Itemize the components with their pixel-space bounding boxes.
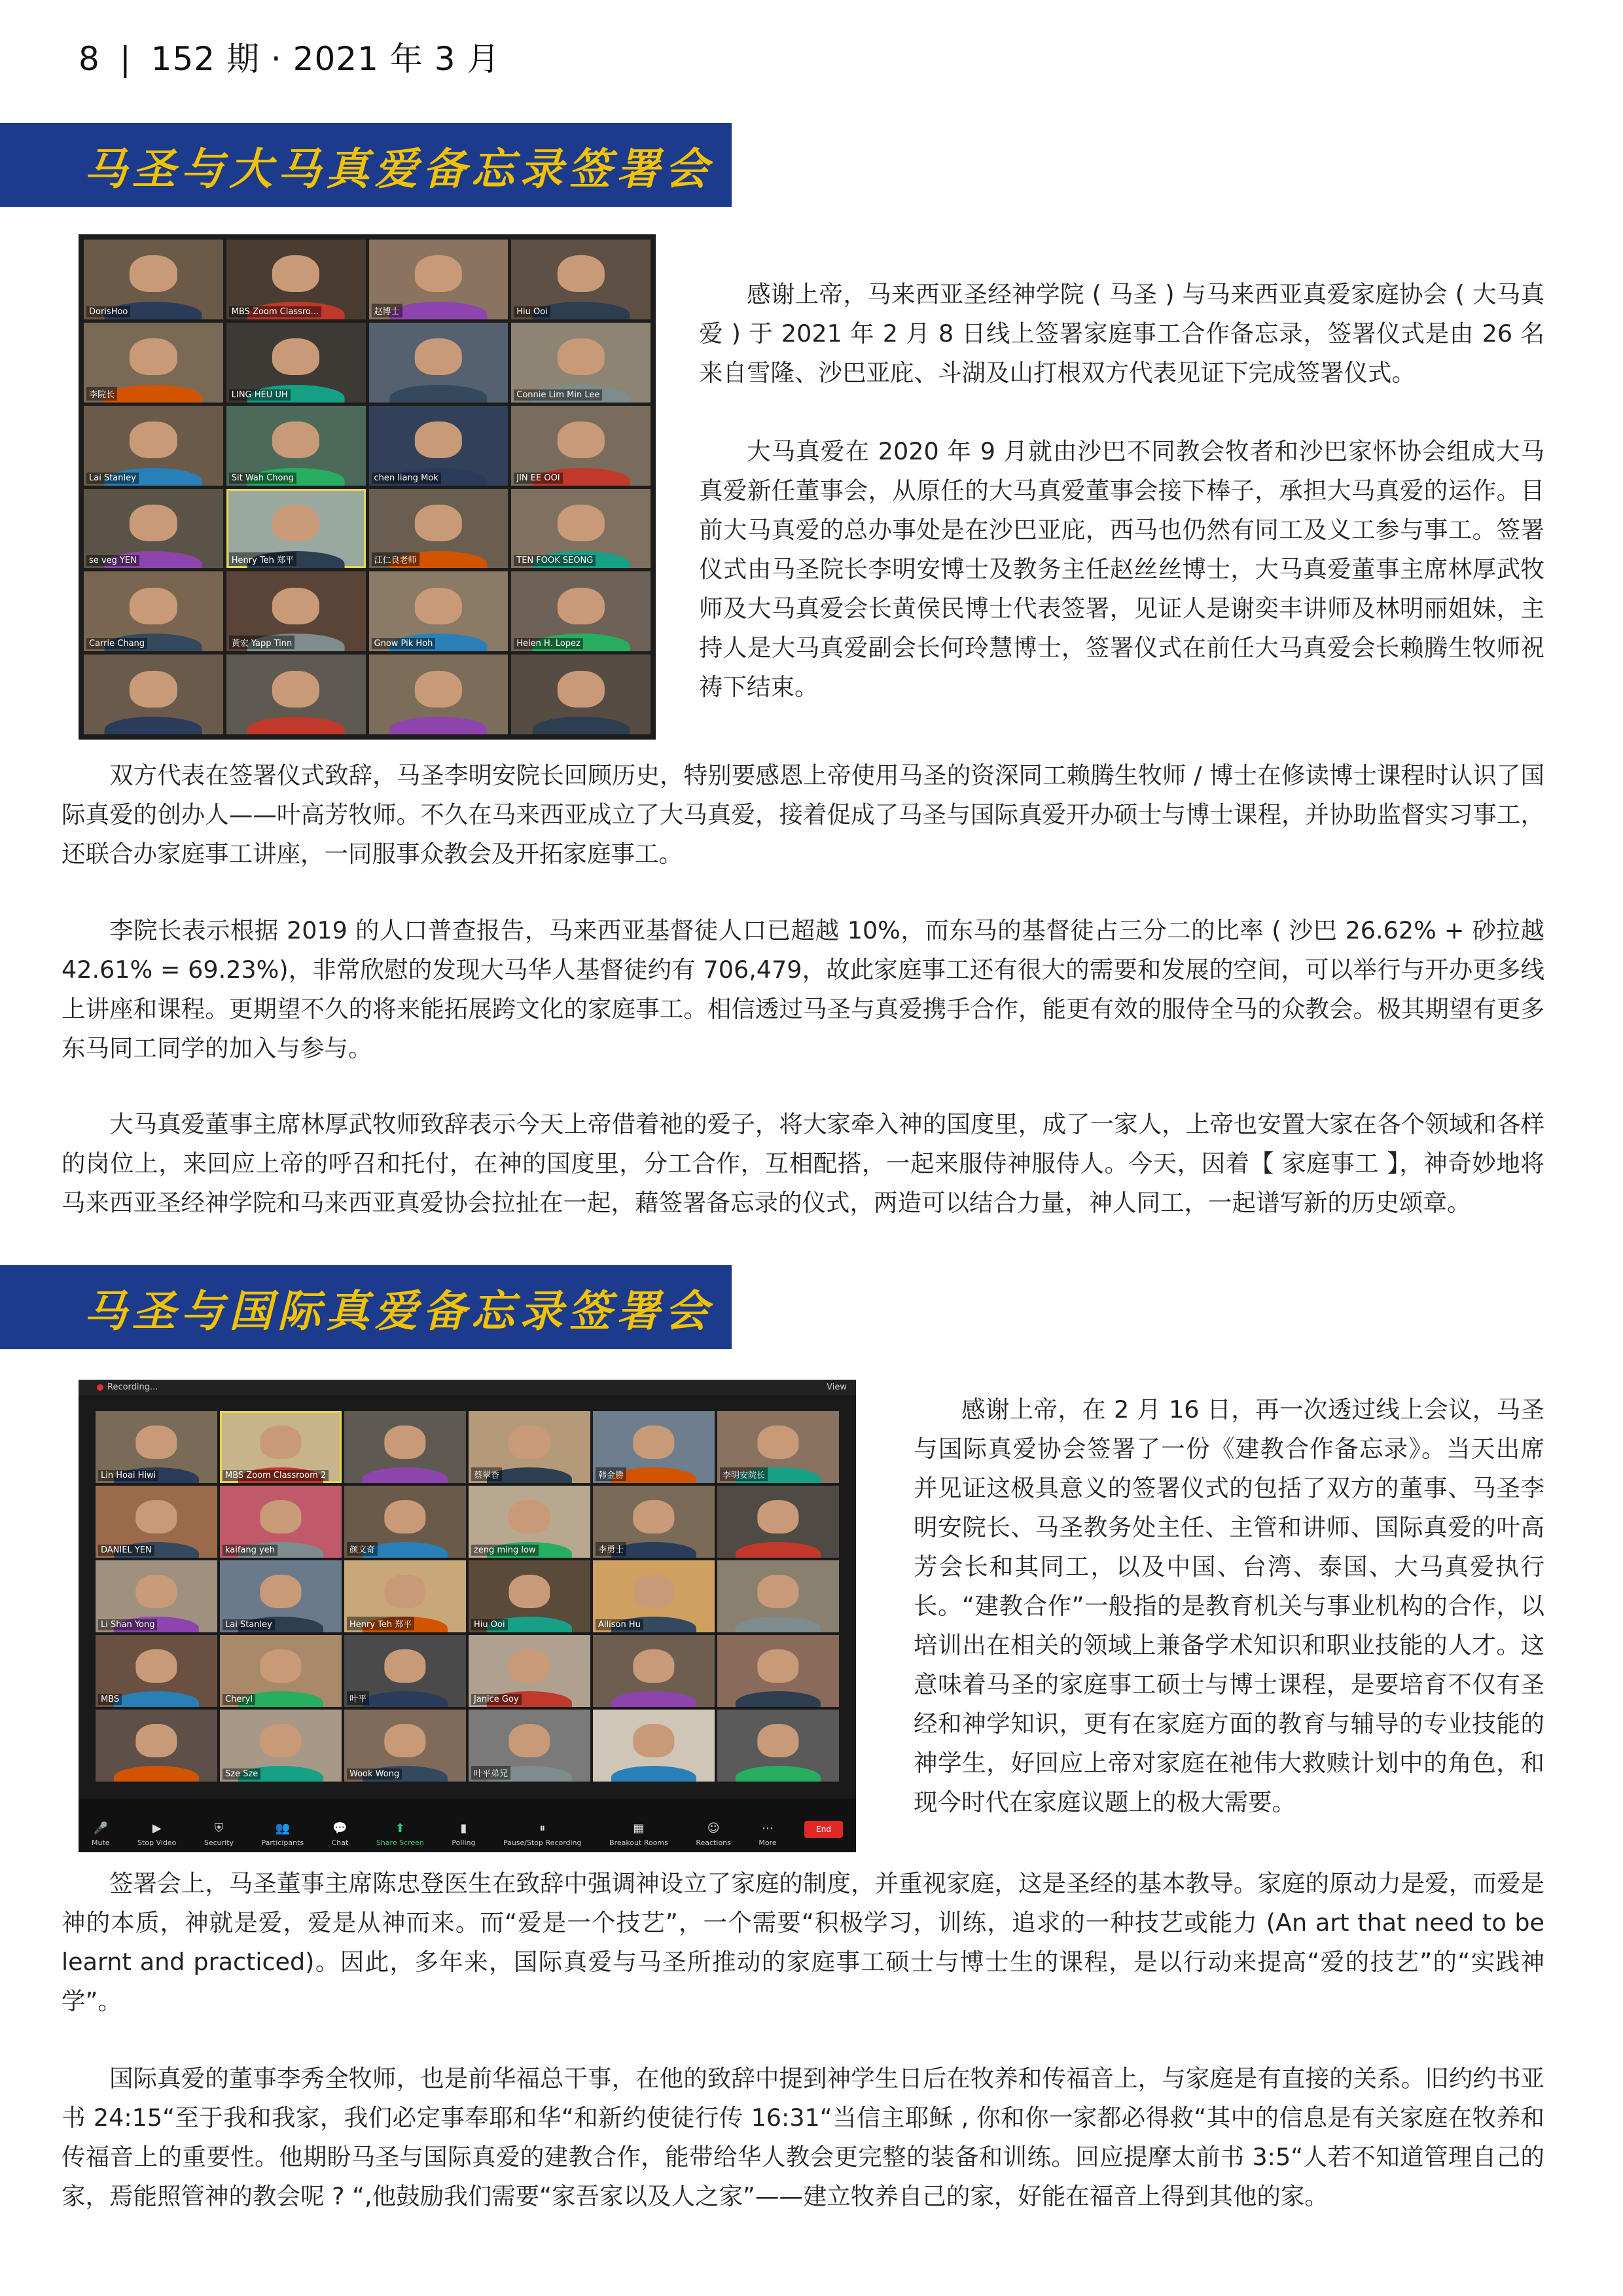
participant-face — [272, 505, 319, 541]
participant-tile[interactable] — [369, 406, 508, 486]
participant-tile[interactable] — [220, 1560, 342, 1632]
participant-face — [135, 1649, 177, 1683]
participant-face — [384, 1724, 425, 1757]
participant-name: JIN EE OOI — [514, 473, 562, 484]
page-header — [79, 33, 500, 85]
participant-tile[interactable] — [220, 1411, 342, 1483]
participant-face — [557, 255, 604, 292]
participant-face — [272, 422, 319, 458]
issue-info: 152 期 · 2021 年 3 月 — [151, 40, 501, 78]
participant-tile[interactable] — [469, 1411, 590, 1483]
s1-paragraph-3: 双方代表在签署仪式致辞，马圣李明安院长回顾历史，特别要感恩上帝使用马圣的资深同工赖腾生牧师 / 博士在修读博士课程时认识了国际真爱的创办人——叶高芳牧师。不久在马来西亚成立了大马真爱，接着促成了马圣与国际真爱开办硕士与博士课程，并协助监督实习事工，还联合办家庭事工讲座，一同服事众教会及开拓家庭事工。 — [62, 761, 1544, 868]
participant-tile[interactable] — [469, 1560, 590, 1632]
zoom-toolbar — [79, 1799, 856, 1852]
mute-button[interactable]: 🎤 Mute — [92, 1821, 110, 1847]
participant-tile[interactable] — [84, 323, 223, 403]
participant-name: Li Shan Yong — [98, 1619, 157, 1630]
participant-name: Helen H. Lopez — [514, 638, 583, 649]
video-camera-icon: ▶ — [152, 1821, 162, 1835]
participant-name: Connie Lim Min Lee — [514, 389, 602, 401]
participant-face — [384, 1575, 425, 1608]
reactions-button[interactable]: ☺ Reactions — [696, 1821, 731, 1847]
participant-tile[interactable] — [511, 655, 651, 734]
participant-tile[interactable] — [220, 1486, 342, 1558]
participant-face — [757, 1426, 798, 1459]
participant-tile[interactable] — [96, 1486, 217, 1558]
section1-banner — [0, 123, 732, 207]
participant-face — [130, 255, 177, 292]
participant-tile[interactable] — [84, 240, 223, 319]
record-dot-icon — [97, 1384, 103, 1391]
participant-name: Wook Wong — [347, 1768, 402, 1780]
participant-tile[interactable] — [226, 240, 366, 319]
pause-recording-button[interactable]: ⏸ Pause/Stop Recording — [503, 1821, 582, 1847]
participant-tile[interactable] — [593, 1486, 715, 1558]
participant-face — [633, 1724, 674, 1757]
participant-tile[interactable] — [84, 571, 223, 651]
section2-title: 马圣与国际真爱备忘录签署会 — [84, 1285, 713, 1336]
participant-body — [105, 717, 202, 734]
participant-tile[interactable] — [96, 1635, 217, 1707]
participant-face — [557, 338, 604, 375]
participant-name: Sit Wah Chong — [229, 473, 296, 484]
participant-name: MBS Zoom Classro... — [229, 306, 321, 317]
participant-tile[interactable] — [96, 1411, 217, 1483]
participant-face — [384, 1649, 425, 1683]
participant-tile[interactable] — [469, 1710, 590, 1782]
participant-name: 叶平 — [347, 1691, 369, 1705]
participant-tile[interactable] — [717, 1486, 839, 1558]
zoom-gallery — [96, 1411, 839, 1782]
participant-name: 李院长 — [86, 387, 117, 401]
participant-tile[interactable] — [226, 655, 366, 734]
participant-body — [736, 1766, 821, 1782]
participant-face — [415, 422, 462, 458]
participant-face — [508, 1500, 550, 1534]
participant-tile[interactable] — [593, 1635, 715, 1707]
participant-body — [363, 1467, 448, 1483]
participant-name: Lai Stanley — [86, 473, 139, 484]
participant-face — [508, 1724, 550, 1757]
s1-paragraph-2: 大马真爱在 2020 年 9 月就由沙巴不同教会牧者和沙巴家怀协会组成大马真爱新任董事会，从原任的大马真爱董事会接下棒子，承担大马真爱的运作。目前大马真爱的总办事处是在沙巴亚庇，西马也仍然有同工及义工参与事工。签署仪式由马圣院长李明安博士及教务主任赵丝丝博士，大马真爱董事主席林厚武牧师及大马真爱会长黄侯民博士代表签署，见证人是谢奕丰讲师及林明丽姐妹，主持人是大马真爱副会长何玲慧博士，签署仪式在前任大马真爱会长赖腾生牧师祝祷下结束。 — [699, 437, 1544, 701]
participant-name: 韩金勝 — [596, 1467, 626, 1481]
s2-paragraph-1: 感谢上帝，在 2 月 16 日，再一次透过线上会议，马圣与国际真爱协会签署了一份《建教合作备忘录》。当天出席并见证这极具意义的签署仪式的包括了双方的董事、马圣李明安院长、马圣教务处主任、主管和讲师、国际真爱的叶高芳会长和其同工，以及中国、台湾、泰国、大马真爱执行长。“建教合作”一般指的是教育机关与事业机构的合作，以培训出在相关的领域上兼备学术知识和职业技能的人才。这意味着马圣的家庭事工硕士与博士课程，是要培育不仅有圣经和神学知识，更有在家庭方面的教育与辅导的专业技能的神学生，好回应上帝对家庭在祂伟大救赎计划中的角色，和现今时代在家庭议题上的极大需要。 — [914, 1395, 1544, 1816]
participant-body — [736, 1617, 821, 1632]
participant-face — [508, 1649, 550, 1683]
chat-icon: 💬 — [332, 1821, 348, 1835]
participant-face — [557, 505, 604, 541]
participant-tile[interactable] — [369, 323, 508, 403]
participant-face — [260, 1500, 301, 1534]
participant-face — [260, 1724, 301, 1757]
more-button[interactable]: ⋯ More — [758, 1821, 777, 1847]
participant-tile[interactable] — [226, 323, 366, 403]
participant-face — [757, 1500, 798, 1534]
participant-face — [130, 505, 177, 541]
participant-tile[interactable] — [344, 1411, 466, 1483]
participant-name: Cheryl — [223, 1694, 255, 1705]
participant-tile[interactable] — [369, 240, 508, 319]
share-screen-button[interactable]: ⬆ Share Screen — [376, 1821, 424, 1847]
participant-tile[interactable] — [344, 1635, 466, 1707]
participant-tile[interactable] — [96, 1560, 217, 1632]
s1-paragraph-4: 李院长表示根据 2019 的人口普查报告，马来西亚基督徒人口已超越 10%，而东马的基督徒占三分二的比率 ( 沙巴 26.62% + 砂拉越 42.61% = 69.23%)，非常欣慰的发现大马华人基督徒约有 706,479，故此家庭事工还有很大的需要和发展的空间，可以举行与开办更多线上讲座和课程。更期望不久的将来能拓展跨文化的家庭事工。相信透过马圣与真爱携手合作，能更有效的服侍全马的众教会。极其期望有更多东马同工同学的加入与参与。 — [62, 916, 1544, 1062]
participant-name: MBS — [98, 1694, 122, 1705]
participant-tile[interactable] — [369, 489, 508, 569]
participant-tile[interactable] — [344, 1710, 466, 1782]
participant-tile[interactable] — [84, 406, 223, 486]
participant-body — [611, 1766, 696, 1782]
participant-name: TEN FOOK SEONG — [514, 555, 596, 566]
participant-name: Lai Stanley — [223, 1619, 275, 1630]
participant-name: kaifang yeh — [223, 1545, 277, 1556]
participant-name: LING HEU UH — [229, 389, 291, 401]
participant-tile[interactable] — [220, 1710, 342, 1782]
participant-name: DANIEL YEN — [98, 1545, 154, 1556]
participant-name: DorisHoo — [86, 306, 130, 317]
participant-face — [135, 1575, 177, 1608]
participant-face — [130, 588, 177, 624]
participant-face — [415, 505, 462, 541]
participant-name: MBS Zoom Classroom 2 — [223, 1470, 329, 1481]
participant-name: Hiu Ooi — [514, 306, 550, 317]
s2-paragraph-2: 签署会上，马圣董事主席陈忠登医生在致辞中强调神设立了家庭的制度，并重视家庭，这是圣经的基本教导。家庭的原动力是爱，而爱是神的本质，神就是爱，爱是从神而来。而“爱是一个技艺”，一个需要“积极学习，训练，追求的一种技艺或能力 (An art that need to be learnt and practiced)。因此，多年来，国际真爱与马圣所推动的家庭事工硕士与博士生的课程，是以行动来提高“爱的技艺”的“实践神学”。 — [62, 1869, 1544, 2015]
participant-tile[interactable] — [469, 1486, 590, 1558]
participant-face — [508, 1426, 550, 1459]
participant-name: Hiu Ooi — [471, 1619, 508, 1630]
polling-icon: ▮ — [460, 1821, 467, 1835]
more-icon: ⋯ — [762, 1821, 774, 1835]
participants-button[interactable]: 👥 Participants — [261, 1821, 304, 1847]
view-button[interactable]: View — [827, 1382, 847, 1392]
participant-face — [135, 1500, 177, 1534]
participant-name: Carrie Chang — [86, 638, 147, 649]
participant-face — [260, 1426, 301, 1459]
header-separator: | — [119, 40, 132, 78]
participant-face — [508, 1575, 550, 1608]
participant-face — [415, 338, 462, 375]
participant-body — [114, 1691, 199, 1707]
participant-name: Henry Teh 郑平 — [229, 552, 296, 566]
participants-icon: 👥 — [275, 1821, 291, 1835]
security-button[interactable]: ⛨ Security — [204, 1821, 234, 1847]
participant-face — [272, 338, 319, 375]
participant-tile[interactable] — [344, 1560, 466, 1632]
participant-name: Lin Hoai Hiwi — [98, 1470, 158, 1481]
participant-name: Janice Goy — [471, 1694, 522, 1705]
participant-face — [757, 1649, 798, 1683]
participant-body — [389, 385, 487, 403]
section2-banner — [0, 1265, 732, 1349]
participant-face — [130, 671, 177, 708]
participant-name: 赵博士 — [372, 304, 402, 317]
end-meeting-button[interactable]: End — [804, 1821, 843, 1838]
participant-face — [557, 671, 604, 708]
participant-face — [272, 588, 319, 624]
participant-tile[interactable] — [84, 489, 223, 569]
stop-video-button[interactable]: ▶ Stop Video — [137, 1821, 177, 1847]
chat-button[interactable]: 💬 Chat — [331, 1821, 349, 1847]
participant-name: Gnow Pik Hoh — [372, 638, 436, 649]
participant-tile[interactable] — [511, 489, 651, 569]
participant-tile[interactable] — [511, 406, 651, 486]
participant-tile[interactable] — [511, 323, 651, 403]
participant-body — [389, 717, 487, 734]
participant-tile[interactable] — [593, 1560, 715, 1632]
participant-face — [415, 671, 462, 708]
microphone-icon: 🎤 — [93, 1821, 108, 1835]
participant-tile[interactable] — [344, 1486, 466, 1558]
participant-body — [105, 385, 202, 403]
participant-body — [532, 717, 630, 734]
participant-face — [130, 422, 177, 458]
participant-tile[interactable] — [226, 406, 366, 486]
shield-icon: ⛨ — [214, 1821, 224, 1835]
participant-name: 颜文奇 — [347, 1542, 378, 1556]
participant-tile[interactable] — [717, 1411, 839, 1483]
participant-face — [633, 1649, 674, 1683]
participant-face — [557, 588, 604, 624]
participant-tile[interactable] — [593, 1411, 715, 1483]
participant-face — [633, 1500, 674, 1534]
participant-tile[interactable] — [593, 1710, 715, 1782]
participant-face — [415, 255, 462, 292]
participant-body — [611, 1691, 696, 1707]
recording-indicator[interactable]: Recording... — [97, 1382, 158, 1392]
share-screen-icon: ⬆ — [395, 1821, 405, 1835]
participant-name: Sze Sze — [223, 1768, 260, 1780]
participant-tile[interactable] — [226, 571, 366, 651]
participant-face — [384, 1500, 425, 1534]
participant-body — [363, 1691, 448, 1707]
section1-title: 马圣与大马真爱备忘录签署会 — [84, 143, 713, 194]
participant-body — [114, 1766, 199, 1782]
participant-tile[interactable] — [511, 571, 651, 651]
participant-name: se veg YEN — [86, 555, 139, 566]
participant-name: 李勇士 — [596, 1542, 626, 1556]
participant-tile[interactable] — [84, 655, 223, 734]
participant-face — [272, 671, 319, 708]
participant-tile[interactable] — [717, 1635, 839, 1707]
participant-body — [736, 1542, 821, 1558]
participant-body — [389, 302, 487, 319]
participant-face — [272, 255, 319, 292]
participant-tile[interactable] — [369, 655, 508, 734]
zoom-screenshot-1 — [79, 234, 656, 740]
participant-name: Allison Hu — [596, 1619, 643, 1630]
reactions-icon: ☺ — [707, 1821, 720, 1835]
zoom-screenshot-2 — [79, 1380, 856, 1852]
breakout-rooms-button[interactable]: ▦ Breakout Rooms — [609, 1821, 668, 1847]
pause-icon: ⏸ — [539, 1821, 546, 1835]
participant-name: 蔡翠香 — [471, 1467, 502, 1481]
participant-name: zeng ming low — [471, 1545, 539, 1556]
s1-paragraph-5: 大马真爱董事主席林厚武牧师致辞表示今天上帝借着祂的爱子，将大家牵入神的国度里，成了一家人，上帝也安置大家在各个领域和各样的岗位上，来回应上帝的呼召和托付，在神的国度里，分工合作，互相配搭，一起来服侍神服侍人。今天，因着【 家庭事工 】，神奇妙地将马来西亚圣经神学院和马来西亚真爱协会拉扯在一起，藉签署备忘录的仪式，两造可以结合力量，神人同工，一起谱写新的历史颂章。 — [62, 1110, 1544, 1217]
participant-body — [247, 717, 345, 734]
participant-face — [135, 1724, 177, 1757]
breakout-rooms-icon: ▦ — [633, 1821, 645, 1835]
participant-face — [757, 1575, 798, 1608]
participant-tile[interactable] — [717, 1710, 839, 1782]
participant-face — [260, 1575, 301, 1608]
participant-face — [384, 1426, 425, 1459]
participant-tile[interactable] — [96, 1710, 217, 1782]
participant-name: 江仁良老师 — [372, 552, 419, 566]
participant-name: chen liang Mok — [372, 473, 441, 484]
zoom-topbar — [79, 1380, 856, 1395]
participant-tile[interactable] — [220, 1635, 342, 1707]
participant-face — [130, 338, 177, 375]
participant-body — [736, 1691, 821, 1707]
participant-face — [415, 588, 462, 624]
participant-face — [757, 1724, 798, 1757]
participant-tile[interactable] — [469, 1635, 590, 1707]
participant-tile[interactable] — [226, 489, 366, 569]
participant-face — [633, 1575, 674, 1608]
participant-face — [633, 1426, 674, 1459]
polling-button[interactable]: ▮ Polling — [452, 1821, 476, 1847]
participant-tile[interactable] — [511, 240, 651, 319]
s2-paragraph-3: 国际真爱的董事李秀全牧师，也是前华福总干事，在他的致辞中提到神学生日后在牧养和传福音上，与家庭是有直接的关系。旧约约书亚书 24:15“至于我和我家，我们必定事奉耶和华“和新约使徒行传 16:31“当信主耶稣 , 你和你一家都必得救“其中的信息是有关家庭在牧养和传福音上的重要性。他期盼马圣与国际真爱的建教合作，能带给华人教会更完整的装备和训练。回应提摩太前书 3:5“人若不知道管理自己的家，焉能照管神的教会呢 ? “,他鼓励我们需要“家吾家以及人之家”——建立牧养自己的家，好能在福音上得到其他的家。 — [62, 2064, 1544, 2210]
participant-name: 黃宏 Yapp Tinn — [229, 636, 295, 649]
participant-face — [557, 422, 604, 458]
participant-face — [135, 1426, 177, 1459]
page-number: 8 — [79, 40, 100, 78]
participant-name: 叶平弟兄 — [471, 1766, 510, 1780]
participant-tile[interactable] — [717, 1560, 839, 1632]
participant-face — [260, 1649, 301, 1683]
participant-name: 李明安院长 — [720, 1467, 768, 1481]
participant-name: Henry Teh 郑平 — [347, 1617, 414, 1630]
s1-paragraph-1: 感谢上帝，马来西亚圣经神学院 ( 马圣 ) 与马来西亚真爱家庭协会 ( 大马真爱 ) 于 2021 年 2 月 8 日线上签署家庭事工合作备忘录，签署仪式是由 26 名来自雪隆、沙巴亚庇、斗湖及山打根双方代表见证下完成签署仪式。 — [699, 280, 1544, 387]
participant-tile[interactable] — [369, 571, 508, 651]
